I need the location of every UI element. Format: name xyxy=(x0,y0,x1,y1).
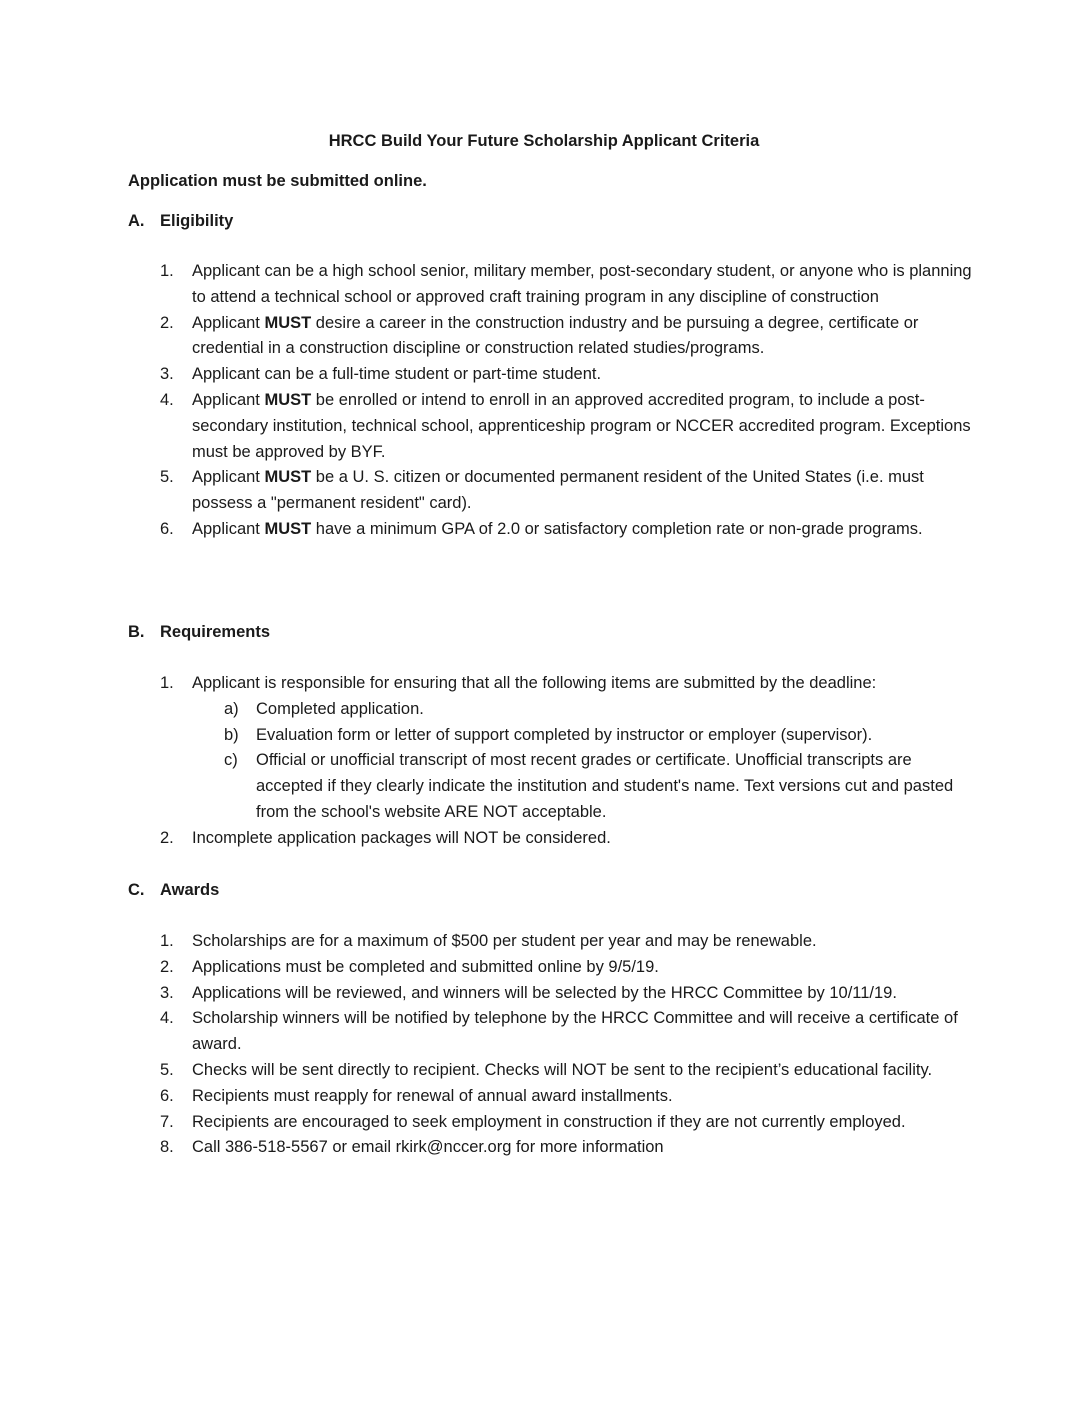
item-text: Applicant is responsible for ensuring that all the following items are submitted by the deadline: xyxy=(192,674,877,692)
section-title: Requirements xyxy=(160,623,271,641)
item-number: 1. xyxy=(160,932,174,950)
item-text: Applicant can be a full-time student or part-time student. xyxy=(192,365,602,384)
list-item xyxy=(160,362,975,388)
item-number: 4. xyxy=(160,390,174,409)
item-text: Recipients are encouraged to seek employment in construction if they are not currently employed. xyxy=(192,1112,906,1131)
item-number: 5. xyxy=(160,468,174,487)
list-item xyxy=(160,388,975,465)
list-item xyxy=(160,1135,975,1161)
item-number: 1. xyxy=(160,262,174,280)
item-number: 2. xyxy=(160,828,174,847)
item-text: Evaluation form or letter of support completed by instructor or employer (supervisor). xyxy=(256,725,873,744)
list-item xyxy=(160,1084,975,1110)
awards-list xyxy=(160,929,975,1161)
item-number: 6. xyxy=(160,1086,174,1105)
item-text: Applicant xyxy=(192,519,265,538)
section-title: Awards xyxy=(160,881,220,899)
section-b-heading xyxy=(128,621,270,643)
sublist-item xyxy=(192,697,975,723)
list-item xyxy=(160,311,975,363)
requirements-list xyxy=(160,671,975,852)
item-text: Checks will be sent directly to recipient. Checks will NOT be sent to the recipient’s educational facility. xyxy=(192,1060,933,1079)
section-letter: C. xyxy=(128,881,145,899)
list-item xyxy=(160,1006,975,1058)
list-item xyxy=(160,259,975,311)
list-item xyxy=(160,671,975,826)
item-text: desire a career in the construction industry and be pursuing a degree, certificate or credential in a construction discipline or construction related studies/programs. xyxy=(192,313,919,358)
document-title: HRCC Build Your Future Scholarship Applicant Criteria xyxy=(328,132,760,150)
sublist-item xyxy=(192,723,975,749)
section-c-heading xyxy=(128,879,219,901)
item-text: Scholarships are for a maximum of $500 per student per year and may be renewable. xyxy=(192,932,817,950)
item-text: Completed application. xyxy=(256,699,424,718)
item-letter: b) xyxy=(224,725,239,744)
item-letter: c) xyxy=(224,751,238,770)
list-item xyxy=(160,929,975,955)
item-text: Incomplete application packages will NOT be considered. xyxy=(192,828,611,847)
emphasis: MUST xyxy=(264,390,312,409)
item-text: Applications must be completed and submitted online by 9/5/19. xyxy=(192,957,659,976)
item-number: 3. xyxy=(160,365,174,384)
item-text: Applications will be reviewed, and winners will be selected by the HRCC Committee by 10/11/19. xyxy=(192,983,897,1002)
item-number: 8. xyxy=(160,1138,174,1157)
item-text: Applicant xyxy=(192,313,265,332)
section-letter: B. xyxy=(128,623,145,641)
item-text: Scholarship winners will be notified by telephone by the HRCC Committee and will receive a certificate of award. xyxy=(192,1009,958,1054)
item-text: Official or unofficial transcript of most recent grades or certificate. Unofficial transcripts are accepted if they clearly indicate the institution and student's name. Text versions cut and pasted from the school's website ARE NOT acceptable. xyxy=(256,751,954,821)
item-text: Applicant xyxy=(192,468,265,487)
emphasis: MUST xyxy=(264,468,312,487)
item-number: 1. xyxy=(160,674,174,692)
list-item xyxy=(160,955,975,981)
emphasis: MUST xyxy=(264,313,312,332)
item-text: have a minimum GPA of 2.0 or satisfactory completion rate or non-grade programs. xyxy=(311,519,923,538)
sublist-item xyxy=(192,748,975,825)
item-text: Call 386-518-5567 or email rkirk@nccer.org for more information xyxy=(192,1138,664,1157)
list-item xyxy=(160,1110,975,1136)
item-letter: a) xyxy=(224,699,239,718)
item-number: 2. xyxy=(160,957,174,976)
section-letter: A. xyxy=(128,212,145,230)
emphasis: MUST xyxy=(264,519,312,538)
item-number: 6. xyxy=(160,519,174,538)
item-text: Applicant can be a high school senior, military member, post-secondary student, or anyone who is planning to attend a technical school or approved craft training program in any discipline of construction xyxy=(192,262,972,306)
item-text: be enrolled or intend to enroll in an approved accredited program, to include a post-secondary institution, technical school, apprenticeship program or NCCER accredited program. Exceptions must be approved by BYF. xyxy=(192,390,971,461)
item-number: 3. xyxy=(160,983,174,1002)
item-number: 5. xyxy=(160,1060,174,1079)
requirements-sublist xyxy=(192,697,975,826)
item-number: 4. xyxy=(160,1009,174,1028)
list-item xyxy=(160,465,975,517)
item-number: 2. xyxy=(160,313,174,332)
item-number: 7. xyxy=(160,1112,174,1131)
list-item xyxy=(160,826,975,852)
list-item xyxy=(160,981,975,1007)
item-text: Applicant xyxy=(192,390,265,409)
item-text: be a U. S. citizen or documented permanent resident of the United States (i.e. must possess a "permanent resident" card). xyxy=(192,468,924,513)
section-a-heading xyxy=(128,210,233,232)
section-title: Eligibility xyxy=(160,212,234,230)
list-item xyxy=(160,1058,975,1084)
eligibility-list xyxy=(160,259,975,543)
list-item xyxy=(160,517,975,543)
submission-notice: Application must be submitted online. xyxy=(128,172,427,190)
item-text: Recipients must reapply for renewal of annual award installments. xyxy=(192,1086,673,1105)
